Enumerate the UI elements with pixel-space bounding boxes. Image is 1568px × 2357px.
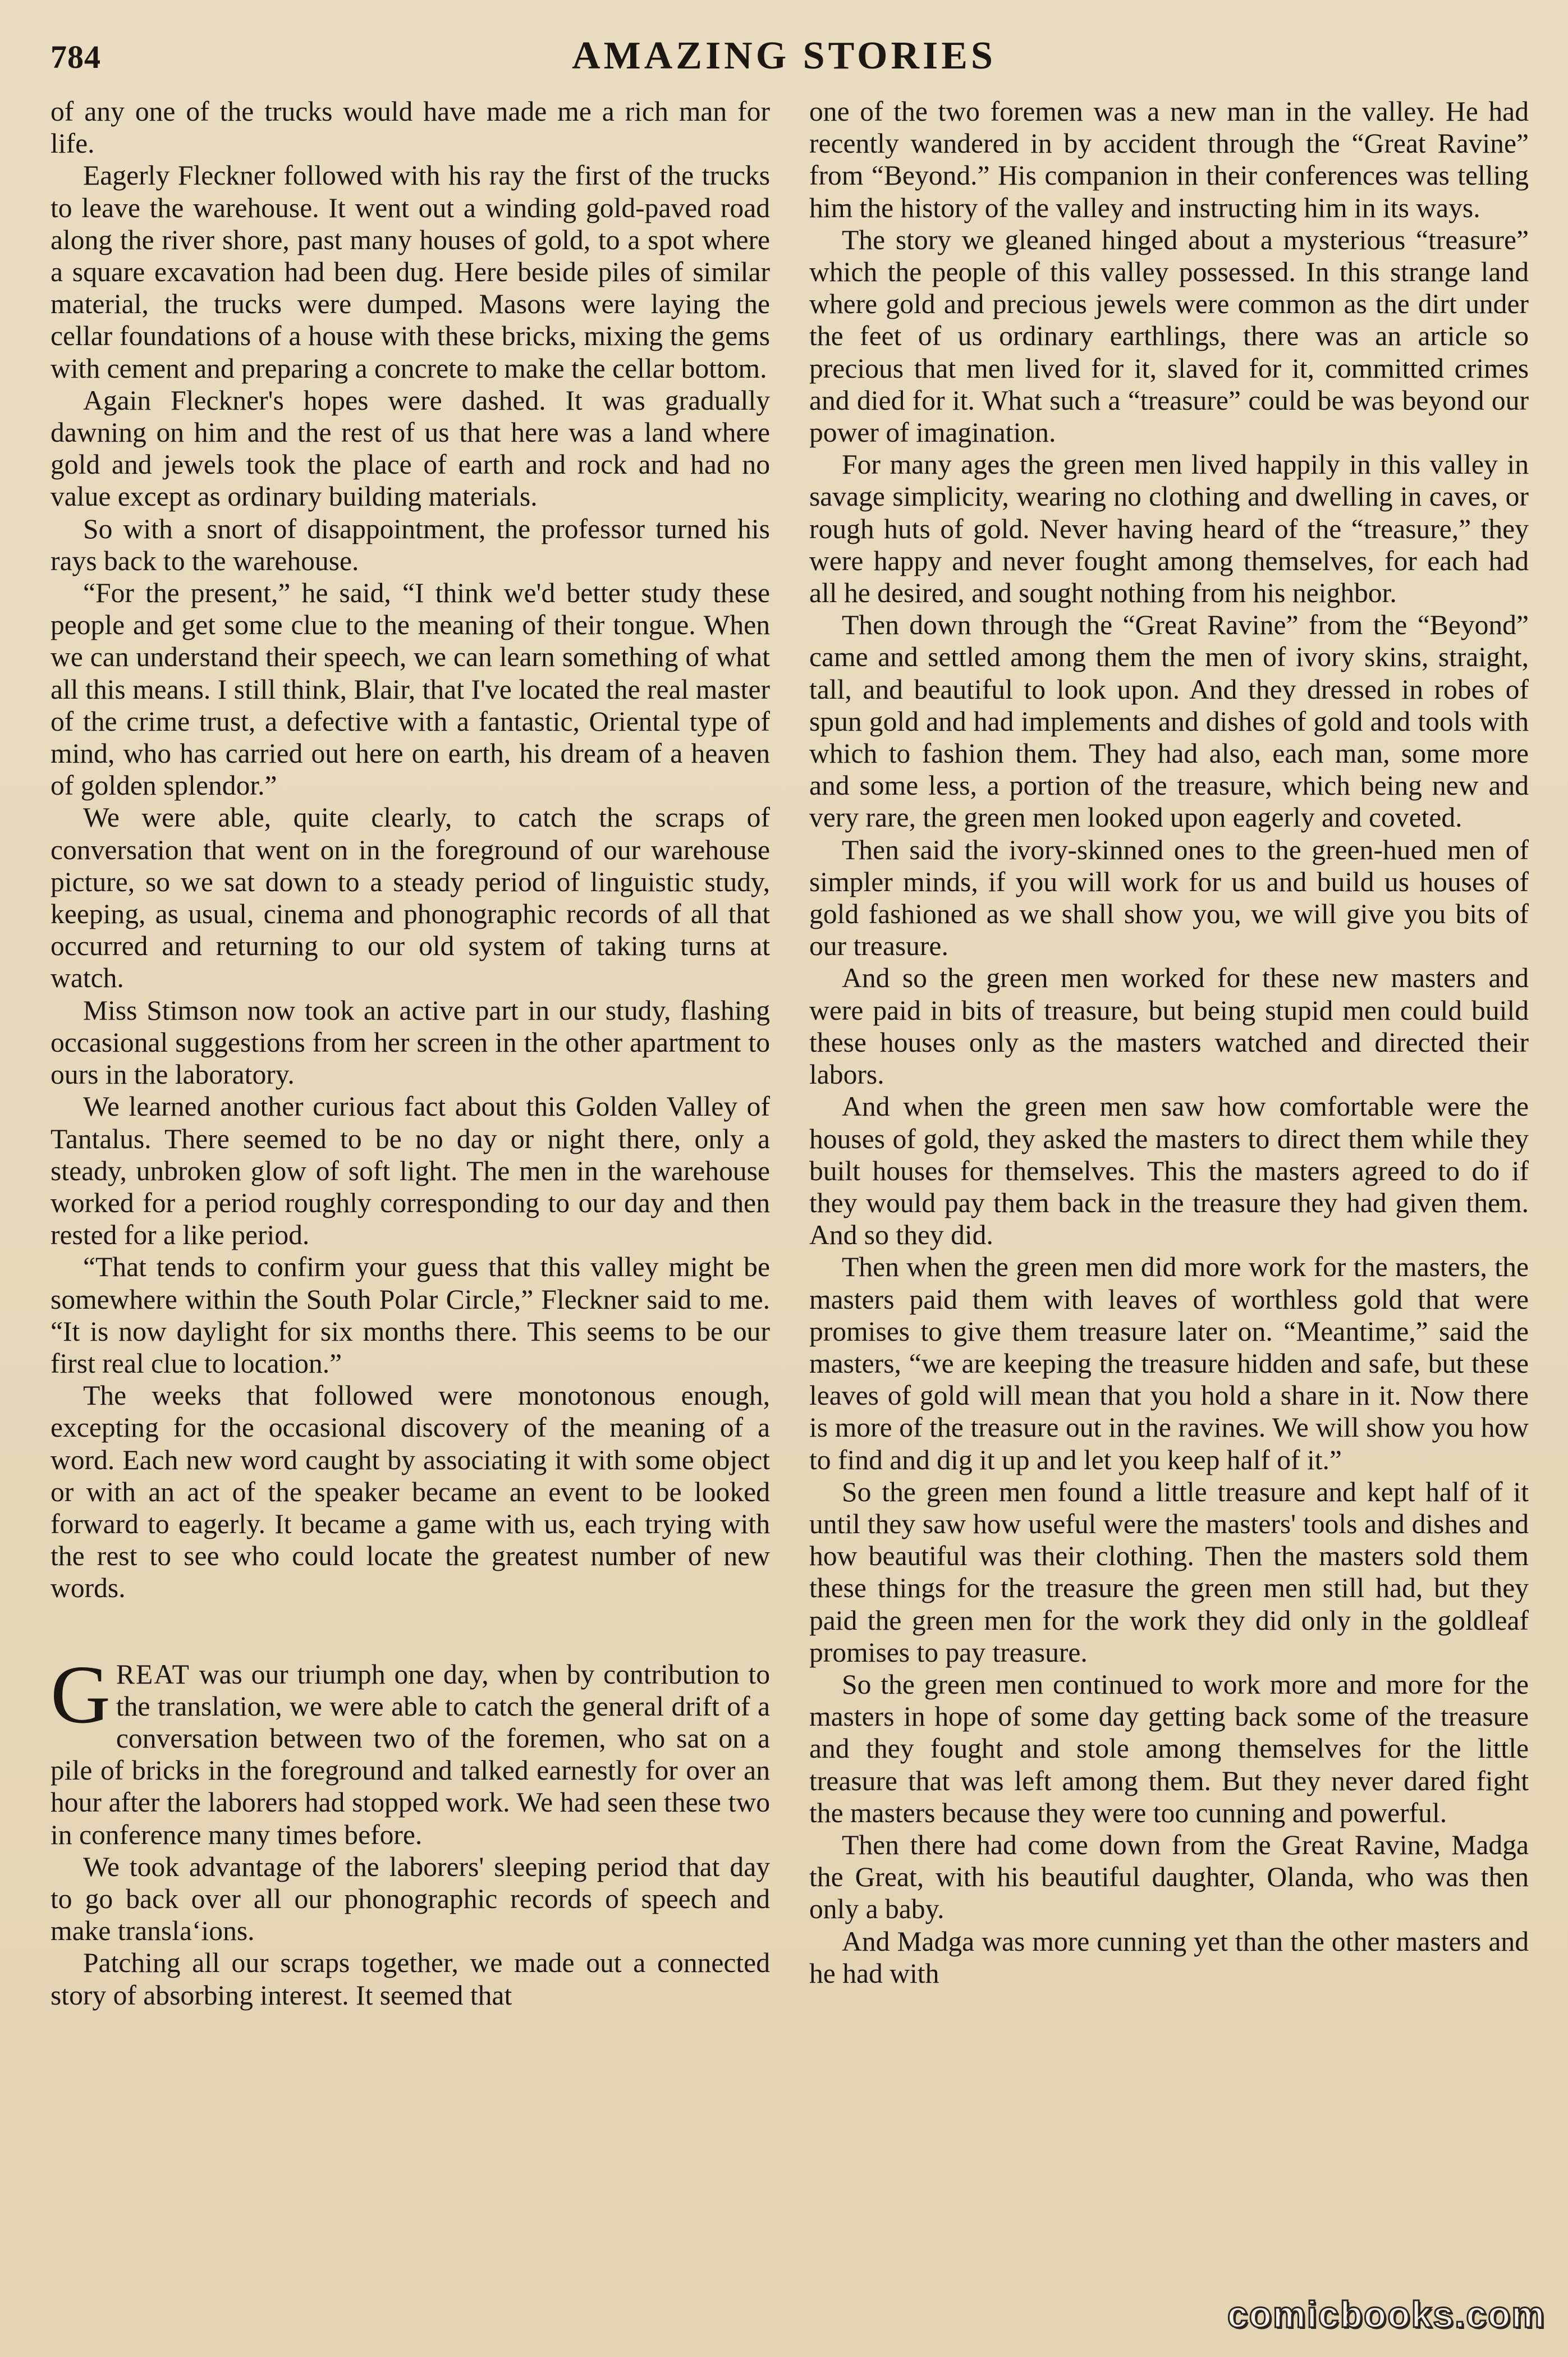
- paragraph: The story we gleaned hinged about a mysterious “treasure” which the people of this valley possessed. In this strange land where gold and precious jewels were common as the dirt under the feet of us ordinary earthlings, there was an article so precious that men lived for it, slaved for it, committed crimes and died for it. What such a “treasure” could be was beyond our power of imagination.: [809, 224, 1529, 448]
- paragraph: Then said the ivory-skinned ones to the green-hued men of simpler minds, if you will work for us and build us houses of gold fashioned as we shall show you, we will give you bits of our treasure.: [809, 834, 1529, 962]
- paragraph: For many ages the green men lived happily in this valley in savage simplicity, wearing no clothing and dwelling in caves, or rough huts of gold. Never having heard of the “treasure,” they were happy and never fought among themselves, for each had all he desired, and sought nothing from his neighbor.: [809, 449, 1529, 609]
- paragraph: of any one of the trucks would have made me a rich man for life.: [51, 96, 770, 159]
- paragraph: “That tends to confirm your guess that this valley might be somewhere within the South Polar Circle,” Fleckner said to me. “It is now daylight for six months there. This seems to be our first real clue to location.”: [51, 1251, 770, 1379]
- paragraph: Patching all our scraps together, we made out a connected story of absorbing interest. It seemed that: [51, 1947, 770, 2011]
- paragraph: We were able, quite clearly, to catch the scraps of conversation that went on in the foreground of our warehouse picture, so we sat down to a steady period of linguistic study, keeping, as usual, cinema and phonographic records of all that occurred and returning to our old system of taking turns at watch.: [51, 802, 770, 994]
- paragraph: We learned another curious fact about this Golden Valley of Tantalus. There seemed to be no day or night there, only a steady, unbroken glow of soft light. The men in the warehouse worked for a period roughly corresponding to our day and then rested for a like period.: [51, 1091, 770, 1251]
- paragraph: Then when the green men did more work for the masters, the masters paid them with leaves of worthless gold that were promises to give them treasure later on. “Meantime,” said the masters, “we are keeping the treasure hidden and safe, but these leaves of gold will mean that you hold a share in it. Now there is more of the treasure out in the ravines. We will show you how to find and dig it up and let you keep half of it.”: [809, 1251, 1529, 1475]
- paragraph: And so the green men worked for these new masters and were paid in bits of treasure, but being stupid men could build these houses only as the masters watched and directed their labors.: [809, 962, 1529, 1090]
- paragraph: Again Fleckner's hopes were dashed. It was gradually dawning on him and the rest of us that here was a land where gold and jewels took the place of earth and rock and had no value except as ordinary building materials.: [51, 384, 770, 512]
- paragraph: Then there had come down from the Great Ravine, Madga the Great, with his beautiful daughter, Olanda, who was then only a baby.: [809, 1829, 1529, 1925]
- text-columns: [51, 95, 1529, 2335]
- paragraph: Eagerly Fleckner followed with his ray the first of the trucks to leave the warehouse. It went out a winding gold-paved road along the river shore, past many houses of gold, to a spot where a square excavation had been dug. Here beside piles of similar material, the trucks were dumped. Masons were laying the cellar foundations of a house with these bricks, mixing the gems with cement and preparing a concrete to make the cellar bottom.: [51, 160, 770, 384]
- paragraph: Miss Stimson now took an active part in our study, flashing occasional suggestions from her screen in the other apartment to ours in the laboratory.: [51, 994, 770, 1090]
- small-caps-lead: REAT: [116, 1658, 190, 1690]
- page-header: [51, 34, 1517, 90]
- paragraph: And Madga was more cunning yet than the other masters and he had with: [809, 1925, 1529, 1989]
- running-title: AMAZING STORIES: [572, 34, 996, 77]
- paragraph: “For the present,” he said, “I think we'd better study these people and get some clue to the meaning of their tongue. When we can understand their speech, we can learn something of what all this means. I still think, Blair, that I've located the real master of the crime trust, a defective with a fantastic, Oriental type of mind, who has carried out here on earth, his dream of a heaven of golden splendor.”: [51, 577, 770, 801]
- page-number: 784: [51, 39, 101, 75]
- paragraph: The weeks that followed were monotonous enough, excepting for the occasional discovery of the meaning of a word. Each new word caught by associating it with some object or with an act of the speaker became an event to be looked forward to eagerly. It became a game with us, each trying with the rest to see who could locate the greatest number of new words.: [51, 1380, 770, 1604]
- right-column: [809, 95, 1529, 2335]
- paragraph: one of the two foremen was a new man in the valley. He had recently wandered in by accident through the “Great Ravine” from “Beyond.” His companion in their conferences was telling him the history of the valley and instructing him in its ways.: [809, 96, 1529, 223]
- paragraph: So the green men found a little treasure and kept half of it until they saw how useful were the masters' tools and dishes and how beautiful was their clothing. Then the masters sold them these things for the treasure the green men still had, but they paid the green men for the work they did only in the goldleaf promises to pay treasure.: [809, 1476, 1529, 1668]
- left-column: [51, 95, 770, 2335]
- paragraph: Then down through the “Great Ravine” from the “Beyond” came and settled among them the men of ivory skins, straight, tall, and beautiful to look upon. And they dressed in robes of spun gold and had implements and dishes of gold and tools with which to fashion them. They had also, each man, some more and some less, a portion of the treasure, which being new and very rare, the green men looked upon eagerly and coveted.: [809, 609, 1529, 833]
- paragraph: So with a snort of disappointment, the professor turned his rays back to the warehouse.: [51, 513, 770, 576]
- paragraph: So the green men continued to work more and more for the masters in hope of some day getting back some of the treasure and they fought and stole among themselves for the little treasure that was left among them. But they never dared fight the masters because they were too cunning and powerful.: [809, 1668, 1529, 1828]
- section-opening-paragraph: [51, 1648, 770, 1851]
- paragraph: We took advantage of the laborers' sleeping period that day to go back over all our phonographic records of speech and make transla‘ions.: [51, 1851, 770, 1947]
- paragraph-text: was our triumph one day, when by contribution to the translation, we were able to catch the general drift of a conversation between two of the foremen, who sat on a pile of bricks in the foreground and talked earnestly for over an hour after the laborers had stopped work. We had seen these two in conference many times before.: [51, 1658, 770, 1850]
- watermark: comicbooks.com: [1227, 2294, 1546, 2335]
- drop-cap: G: [51, 1648, 111, 1741]
- paragraph: And when the green men saw how comfortable were the houses of gold, they asked the masters to direct them while they built houses for themselves. This the masters agreed to do if they would pay them back in the treasure they had given them. And so they did.: [809, 1091, 1529, 1251]
